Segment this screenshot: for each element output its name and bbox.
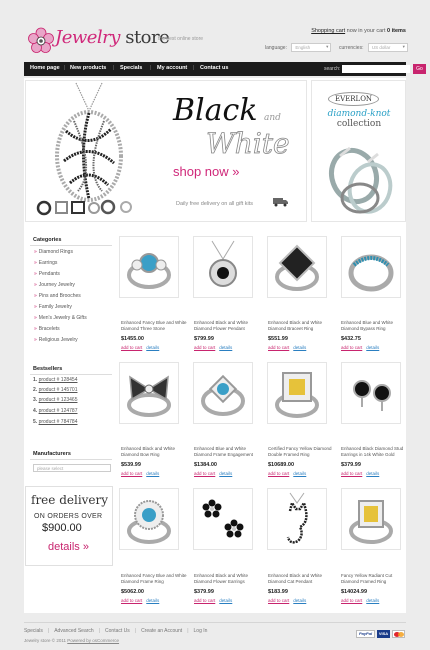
details-button[interactable]: details	[366, 471, 380, 476]
search-input[interactable]	[342, 65, 410, 73]
details-button[interactable]: details	[146, 345, 160, 350]
oscommerce-link[interactable]: Powered by osCommerce	[67, 638, 120, 643]
bestseller-link[interactable]	[33, 387, 77, 393]
product-image[interactable]	[119, 488, 179, 550]
details-button[interactable]: details	[366, 598, 380, 603]
product-image[interactable]	[119, 362, 179, 424]
bestseller-number: 2.	[33, 387, 38, 393]
bestseller-number: 1.	[33, 377, 38, 383]
product-name[interactable]: Certified Fancy Yellow Diamond Double Framed Ring	[268, 446, 332, 457]
product-actions	[268, 471, 306, 476]
category-link[interactable]: » Bracelets	[34, 326, 60, 332]
details-button[interactable]: details	[219, 345, 233, 350]
shopping-cart-link[interactable]: Shopping cart	[311, 28, 346, 34]
add-to-cart-button[interactable]: add to cart	[121, 471, 143, 476]
ring-yellow-radiant-image	[342, 489, 400, 549]
product-price: $551.99	[268, 336, 288, 342]
footer-divider	[24, 622, 406, 623]
category-link[interactable]: » Diamond Rings	[34, 249, 73, 255]
bestseller-text: product # 784784	[38, 419, 78, 425]
knot-title-line2: collection	[336, 119, 382, 129]
truck-icon	[273, 198, 289, 207]
add-to-cart-button[interactable]: add to cart	[194, 598, 216, 603]
product-name[interactable]: Enhanced Fancy Blue and White Diamond Frame Ring	[121, 573, 187, 584]
footer-link-advanced-search[interactable]: Advanced Search	[54, 628, 94, 634]
rings-image	[320, 136, 400, 221]
product-price: $10689.00	[268, 462, 294, 468]
product-price: $5062.00	[121, 589, 144, 595]
product-image[interactable]	[193, 488, 253, 550]
cart-status	[311, 28, 406, 34]
category-link[interactable]: » Journey Jewelry	[34, 282, 75, 288]
footer-links	[24, 628, 207, 634]
language-select[interactable]: English ▾	[291, 43, 331, 52]
banner-word-and: and	[264, 113, 281, 123]
bestseller-number: 5.	[33, 419, 38, 425]
ring-yellow-diamond-image	[268, 363, 326, 423]
cat-pendant-image	[268, 489, 326, 549]
currencies-select[interactable]: US dollar ▾	[368, 43, 408, 52]
main-nav	[24, 62, 423, 76]
product-actions	[268, 345, 306, 350]
category-link[interactable]: » Pendants	[34, 271, 60, 277]
category-link[interactable]: » Pins and Brooches	[34, 293, 81, 299]
nav-specials[interactable]: Specials	[120, 65, 143, 71]
product-image[interactable]	[193, 362, 253, 424]
divider	[30, 374, 112, 375]
bestseller-number: 3.	[33, 397, 38, 403]
search-label: search:	[324, 66, 341, 72]
bestseller-text: product # 123465	[38, 397, 78, 403]
bestseller-text: product # 128454	[38, 377, 78, 383]
banner-delivery-note: Daily free delivery on all gift kits	[176, 201, 254, 207]
product-price: $1384.00	[194, 462, 217, 468]
product-name[interactable]: Enhanced Black Diamond Stud Earrings in 14k White Gold	[341, 446, 404, 457]
add-to-cart-button[interactable]: add to cart	[268, 345, 290, 350]
product-actions	[121, 598, 159, 603]
category-link[interactable]: » Men's Jewelry & Gifts	[34, 315, 87, 321]
product-price: $1455.00	[121, 336, 144, 342]
details-button[interactable]: details	[293, 598, 307, 603]
details-button[interactable]: details	[146, 598, 160, 603]
add-to-cart-button[interactable]: add to cart	[121, 598, 143, 603]
banner-word-black: Black	[173, 93, 258, 128]
product-name[interactable]: Enhanced Fancy Blue and White Diamond Three Stone	[121, 320, 187, 331]
footer-separator: |	[187, 628, 189, 634]
product-actions	[341, 345, 379, 350]
bestsellers-title: Bestsellers	[33, 366, 63, 372]
ring-frame-blue-image	[194, 363, 252, 423]
nav-separator: |	[150, 65, 152, 71]
product-name[interactable]: Enhanced Black and White Diamond Flower Earrings	[194, 573, 249, 584]
category-link[interactable]: » Family Jewelry	[34, 304, 72, 310]
product-image[interactable]	[341, 488, 401, 550]
banner-word-white: White	[206, 127, 290, 160]
footer-separator: |	[134, 628, 137, 634]
everlon-brand-logo: EVERLON	[328, 92, 379, 106]
product-image[interactable]	[267, 488, 327, 550]
product-image[interactable]	[267, 236, 327, 298]
cart-count: 0 items	[387, 28, 406, 34]
knot-title-line1: diamond-knot	[327, 109, 391, 119]
details-button[interactable]: details	[366, 345, 380, 350]
nav-home[interactable]: Home page	[30, 65, 60, 71]
footer-link-specials[interactable]: Specials	[24, 628, 43, 634]
language-label: language:	[265, 44, 287, 51]
nav-separator: |	[113, 65, 115, 71]
promo-details-link[interactable]: details »	[48, 541, 89, 553]
promo-amount: $900.00	[42, 522, 82, 534]
tagline: the best online store	[158, 36, 204, 42]
product-name[interactable]: Fancy Yellow Radiant Cut Diamond Framed Ring	[341, 573, 393, 584]
category-link[interactable]: » Earrings	[34, 260, 57, 266]
categories-title: Categories	[33, 237, 62, 243]
pendant-image	[194, 237, 252, 297]
add-to-cart-button[interactable]: add to cart	[341, 471, 363, 476]
promo-headline: free delivery	[31, 493, 109, 507]
diamond-knot-title	[316, 109, 402, 129]
product-name[interactable]: Enhanced Black and White Diamond Cat Pendant	[268, 573, 323, 584]
stud-earrings-image	[342, 363, 400, 423]
product-image[interactable]	[193, 236, 253, 298]
nav-new-products[interactable]: New products	[70, 65, 107, 71]
product-actions	[268, 598, 306, 603]
product-price: $183.99	[268, 589, 288, 595]
product-price: $379.99	[194, 589, 214, 595]
bestseller-number: 4.	[33, 408, 38, 414]
manufacturers-title: Manufacturers	[33, 451, 71, 457]
product-price: $432.75	[341, 336, 361, 342]
product-image[interactable]	[119, 236, 179, 298]
visa-icon: VISA	[378, 631, 389, 636]
bestseller-text: product # 145701	[38, 387, 78, 393]
product-name[interactable]: Enhanced Black and White Diamond Flower Pendant	[194, 320, 249, 331]
bestseller-link[interactable]	[33, 397, 77, 403]
currencies-row	[339, 43, 408, 52]
product-image[interactable]	[341, 236, 401, 298]
add-to-cart-button[interactable]: add to cart	[341, 598, 363, 603]
details-button[interactable]: details	[219, 598, 233, 603]
flower-logo-icon	[26, 26, 56, 56]
bestseller-text: product # 124787	[38, 408, 78, 414]
language-row	[265, 43, 331, 52]
copyright-text: Jewelry store © 2011	[24, 638, 67, 643]
free-delivery-promo[interactable]	[25, 486, 113, 566]
logo-text: Jewelry store	[55, 27, 170, 48]
currencies-label: currencies:	[339, 44, 364, 51]
manufacturers-select[interactable]: please select	[33, 464, 111, 472]
necklace-pendant-image	[26, 81, 156, 222]
nav-separator: |	[193, 65, 195, 71]
ring-blue-frame-image	[120, 489, 178, 549]
divider	[30, 459, 112, 460]
product-price: $379.99	[341, 462, 361, 468]
category-link[interactable]: » Religious Jewelry	[34, 337, 78, 343]
footer-separator: |	[47, 628, 50, 634]
product-actions	[121, 345, 159, 350]
details-button[interactable]: details	[293, 345, 307, 350]
banner-diamond-knot[interactable]	[311, 80, 406, 222]
bestseller-link[interactable]	[33, 377, 77, 383]
add-to-cart-button[interactable]: add to cart	[268, 598, 290, 603]
ring-blue-stone-image	[120, 237, 178, 297]
product-actions	[341, 598, 379, 603]
promo-subline: ON ORDERS OVER	[34, 513, 103, 520]
bestseller-link[interactable]	[33, 419, 77, 425]
details-button[interactable]: details	[219, 471, 233, 476]
copyright	[24, 638, 119, 643]
footer-link-create-account[interactable]: Create an Account	[141, 628, 183, 634]
banner-black-and-white[interactable]	[25, 80, 307, 222]
product-image[interactable]	[341, 362, 401, 424]
details-button[interactable]: details	[146, 471, 160, 476]
add-to-cart-button[interactable]: add to cart	[194, 345, 216, 350]
add-to-cart-button[interactable]: add to cart	[121, 345, 143, 350]
nav-my-account[interactable]: My account	[157, 65, 188, 71]
ring-bypass-image	[342, 237, 400, 297]
mastercard-icon	[392, 630, 405, 638]
bow-ring-image	[120, 363, 178, 423]
divider	[30, 245, 112, 246]
product-price: $799.99	[194, 336, 214, 342]
footer-link-contact-us[interactable]: Contact Us	[105, 628, 130, 634]
add-to-cart-button[interactable]: add to cart	[268, 471, 290, 476]
paypal-icon: PayPal	[356, 630, 375, 638]
product-name[interactable]: Enhanced Black and White Diamond Bow Ring	[121, 446, 176, 457]
product-image[interactable]	[267, 362, 327, 424]
product-actions	[194, 345, 232, 350]
product-name[interactable]: Enhanced Blue and White Diamond Bypass Ring	[341, 320, 394, 331]
ring-black-diamond-image	[268, 237, 326, 297]
product-actions	[121, 471, 159, 476]
details-button[interactable]: details	[293, 471, 307, 476]
product-price: $539.99	[121, 462, 141, 468]
nav-separator: |	[64, 65, 66, 71]
add-to-cart-button[interactable]: add to cart	[194, 471, 216, 476]
cart-prefix: now in your cart	[346, 28, 386, 34]
product-price: $14024.99	[341, 589, 367, 595]
product-actions	[341, 471, 379, 476]
footer-link-log-in[interactable]: Log In	[193, 628, 208, 634]
add-to-cart-button[interactable]: add to cart	[341, 345, 363, 350]
shop-now-link[interactable]: shop now »	[173, 164, 240, 179]
product-name[interactable]: Enhanced Blue and White Diamond Frame Engagement	[194, 446, 254, 457]
product-actions	[194, 598, 232, 603]
product-name[interactable]: Enhanced Black and White Diamond Braceet Ring	[268, 320, 323, 331]
nav-contact-us[interactable]: Contact us	[200, 65, 229, 71]
search-go-button[interactable]: Go	[413, 64, 426, 74]
flower-earrings-image	[194, 489, 252, 549]
product-actions	[194, 471, 232, 476]
footer-separator: |	[98, 628, 101, 634]
bestseller-link[interactable]	[33, 408, 77, 414]
